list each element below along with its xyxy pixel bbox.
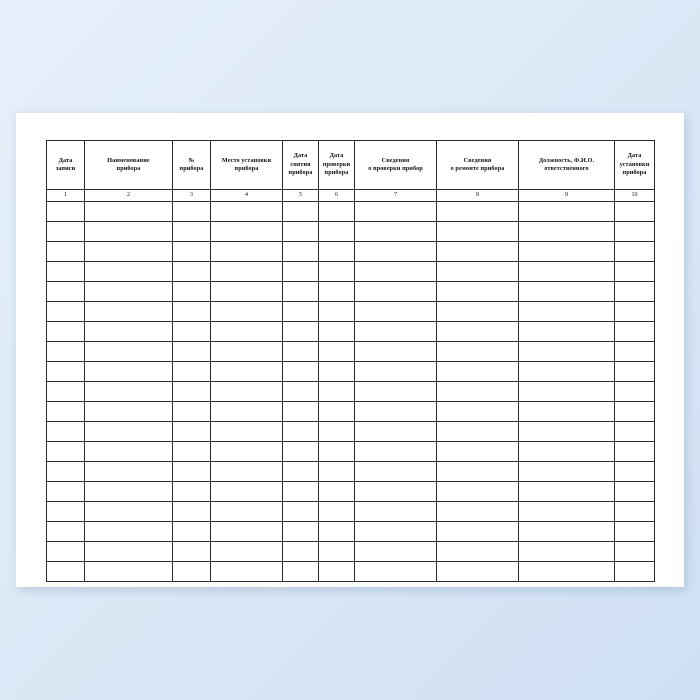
table-cell[interactable] [283, 402, 319, 422]
column-number-cell: 8 [437, 190, 519, 202]
table-cell[interactable] [615, 562, 655, 582]
table-cell[interactable] [319, 322, 355, 342]
table-cell[interactable] [615, 302, 655, 322]
table-cell[interactable] [437, 422, 519, 442]
table-cell[interactable] [615, 522, 655, 542]
column-number-cell: 4 [211, 190, 283, 202]
table-cell[interactable] [211, 482, 283, 502]
table-cell[interactable] [319, 382, 355, 402]
table-cell[interactable] [85, 422, 173, 442]
table-cell[interactable] [211, 462, 283, 482]
table-cell[interactable] [319, 482, 355, 502]
table-cell[interactable] [47, 542, 85, 562]
table-cell[interactable] [283, 202, 319, 222]
column-header-removal-date: Дата снятия прибора [283, 141, 319, 190]
table-cell[interactable] [47, 562, 85, 582]
table-cell[interactable] [85, 562, 173, 582]
column-number-cell: 6 [319, 190, 355, 202]
column-number-row [47, 190, 655, 202]
table-cell[interactable] [85, 442, 173, 462]
table-cell[interactable] [615, 502, 655, 522]
table-cell[interactable] [173, 542, 211, 562]
table-cell[interactable] [173, 502, 211, 522]
table-cell[interactable] [319, 242, 355, 262]
table-cell[interactable] [319, 522, 355, 542]
table-cell[interactable] [211, 302, 283, 322]
table-cell[interactable] [519, 322, 615, 342]
table-cell[interactable] [615, 482, 655, 502]
table-cell[interactable] [173, 362, 211, 382]
table-cell[interactable] [283, 362, 319, 382]
table-cell[interactable] [437, 242, 519, 262]
table-cell[interactable] [173, 262, 211, 282]
column-header-check-info: Сведения о проверки прибор [355, 141, 437, 190]
table-cell[interactable] [519, 482, 615, 502]
table-cell[interactable] [519, 522, 615, 542]
table-cell[interactable] [283, 302, 319, 322]
table-cell[interactable] [283, 222, 319, 242]
table-cell[interactable] [615, 322, 655, 342]
table-cell[interactable] [615, 382, 655, 402]
header-row [47, 141, 655, 190]
table-cell[interactable] [211, 422, 283, 442]
table-cell[interactable] [519, 222, 615, 242]
table-row[interactable] [47, 302, 655, 322]
table-cell[interactable] [319, 502, 355, 522]
table-cell[interactable] [519, 262, 615, 282]
column-number-cell: 3 [173, 190, 211, 202]
table-cell[interactable] [437, 462, 519, 482]
table-cell[interactable] [437, 542, 519, 562]
table-cell[interactable] [437, 382, 519, 402]
table-cell[interactable] [47, 522, 85, 542]
table-row[interactable] [47, 322, 655, 342]
table-cell[interactable] [283, 282, 319, 302]
table-cell[interactable] [319, 362, 355, 382]
table-cell[interactable] [519, 282, 615, 302]
table-row[interactable] [47, 402, 655, 422]
table-row[interactable] [47, 562, 655, 582]
column-number-cell: 1 [47, 190, 85, 202]
table-cell[interactable] [85, 342, 173, 362]
table-cell[interactable] [85, 482, 173, 502]
table-cell[interactable] [437, 442, 519, 462]
table-cell[interactable] [615, 242, 655, 262]
table-row[interactable] [47, 242, 655, 262]
table-cell[interactable] [211, 242, 283, 262]
table-cell[interactable] [173, 302, 211, 322]
table-cell[interactable] [47, 322, 85, 342]
table-cell[interactable] [355, 442, 437, 462]
table-cell[interactable] [615, 442, 655, 462]
table-cell[interactable] [355, 542, 437, 562]
table-cell[interactable] [355, 322, 437, 342]
table-cell[interactable] [211, 222, 283, 242]
table-cell[interactable] [47, 202, 85, 222]
table-cell[interactable] [319, 342, 355, 362]
table-cell[interactable] [47, 282, 85, 302]
table-cell[interactable] [319, 402, 355, 422]
table-cell[interactable] [615, 202, 655, 222]
table-cell[interactable] [355, 302, 437, 322]
document-page [16, 113, 684, 587]
table-row[interactable] [47, 522, 655, 542]
column-number-cell: 7 [355, 190, 437, 202]
table-cell[interactable] [519, 542, 615, 562]
table-cell[interactable] [615, 222, 655, 242]
table-cell[interactable] [211, 402, 283, 422]
table-cell[interactable] [85, 382, 173, 402]
table-cell[interactable] [283, 562, 319, 582]
table-cell[interactable] [211, 322, 283, 342]
table-cell[interactable] [519, 202, 615, 222]
table-cell[interactable] [437, 262, 519, 282]
table-cell[interactable] [519, 302, 615, 322]
table-cell[interactable] [283, 242, 319, 262]
table-cell[interactable] [85, 522, 173, 542]
table-cell[interactable] [283, 262, 319, 282]
table-cell[interactable] [173, 382, 211, 402]
table-cell[interactable] [437, 342, 519, 362]
table-cell[interactable] [355, 562, 437, 582]
table-cell[interactable] [173, 402, 211, 422]
table-cell[interactable] [173, 562, 211, 582]
table-row[interactable] [47, 422, 655, 442]
table-cell[interactable] [85, 502, 173, 522]
table-cell[interactable] [211, 542, 283, 562]
table-cell[interactable] [47, 502, 85, 522]
table-cell[interactable] [211, 202, 283, 222]
table-cell[interactable] [519, 342, 615, 362]
table-cell[interactable] [355, 362, 437, 382]
table-cell[interactable] [519, 382, 615, 402]
table-cell[interactable] [437, 402, 519, 422]
table-cell[interactable] [615, 282, 655, 302]
column-header-date-of-record: Дата записи [47, 141, 85, 190]
table-cell[interactable] [173, 462, 211, 482]
table-cell[interactable] [173, 522, 211, 542]
table-cell[interactable] [173, 422, 211, 442]
table-cell[interactable] [437, 302, 519, 322]
table-cell[interactable] [47, 382, 85, 402]
table-row[interactable] [47, 262, 655, 282]
table-cell[interactable] [615, 262, 655, 282]
table-cell[interactable] [437, 522, 519, 542]
table-cell[interactable] [211, 362, 283, 382]
table-cell[interactable] [519, 502, 615, 522]
table-cell[interactable] [211, 442, 283, 462]
table-cell[interactable] [85, 242, 173, 262]
table-cell[interactable] [355, 462, 437, 482]
table-cell[interactable] [355, 262, 437, 282]
table-cell[interactable] [173, 482, 211, 502]
table-cell[interactable] [173, 202, 211, 222]
table-cell[interactable] [355, 342, 437, 362]
table-cell[interactable] [211, 282, 283, 302]
table-cell[interactable] [319, 422, 355, 442]
table-cell[interactable] [319, 222, 355, 242]
column-header-install-date: Дата установки прибора [615, 141, 655, 190]
table-cell[interactable] [319, 262, 355, 282]
table-cell[interactable] [47, 442, 85, 462]
column-header-device-name: Наименование прибора [85, 141, 173, 190]
table-cell[interactable] [615, 342, 655, 362]
table-cell[interactable] [283, 382, 319, 402]
table-cell[interactable] [355, 242, 437, 262]
table-cell[interactable] [283, 522, 319, 542]
table-cell[interactable] [173, 242, 211, 262]
table-cell[interactable] [319, 542, 355, 562]
table-row[interactable] [47, 542, 655, 562]
table-cell[interactable] [85, 322, 173, 342]
table-cell[interactable] [355, 382, 437, 402]
table-cell[interactable] [47, 242, 85, 262]
table-cell[interactable] [615, 422, 655, 442]
table-cell[interactable] [283, 342, 319, 362]
table-cell[interactable] [355, 482, 437, 502]
table-cell[interactable] [85, 282, 173, 302]
table-cell[interactable] [319, 442, 355, 462]
table-cell[interactable] [85, 542, 173, 562]
table-cell[interactable] [615, 542, 655, 562]
table-cell[interactable] [355, 502, 437, 522]
column-number-cell: 10 [615, 190, 655, 202]
table-cell[interactable] [173, 322, 211, 342]
table-cell[interactable] [173, 442, 211, 462]
table-cell[interactable] [519, 422, 615, 442]
table-cell[interactable] [211, 262, 283, 282]
table-cell[interactable] [437, 202, 519, 222]
table-cell[interactable] [615, 402, 655, 422]
table-cell[interactable] [355, 422, 437, 442]
table-row[interactable] [47, 442, 655, 462]
table-cell[interactable] [47, 462, 85, 482]
table-cell[interactable] [85, 302, 173, 322]
journal-table-container [46, 140, 654, 582]
table-cell[interactable] [85, 262, 173, 282]
table-cell[interactable] [85, 402, 173, 422]
table-cell[interactable] [85, 202, 173, 222]
table-cell[interactable] [437, 562, 519, 582]
table-header [47, 141, 655, 202]
table-cell[interactable] [211, 562, 283, 582]
column-header-check-date: Дата проверки прибора [319, 141, 355, 190]
table-cell[interactable] [283, 322, 319, 342]
column-number-cell: 2 [85, 190, 173, 202]
column-header-repair-info: Сведения о ремонте прибора [437, 141, 519, 190]
table-cell[interactable] [283, 502, 319, 522]
table-cell[interactable] [211, 502, 283, 522]
table-cell[interactable] [283, 482, 319, 502]
table-cell[interactable] [319, 562, 355, 582]
table-cell[interactable] [47, 422, 85, 442]
table-row[interactable] [47, 382, 655, 402]
table-cell[interactable] [47, 262, 85, 282]
table-cell[interactable] [519, 362, 615, 382]
table-cell[interactable] [173, 282, 211, 302]
table-cell[interactable] [47, 222, 85, 242]
column-header-device-number: № прибора [173, 141, 211, 190]
table-cell[interactable] [437, 282, 519, 302]
table-cell[interactable] [437, 222, 519, 242]
table-cell[interactable] [47, 342, 85, 362]
table-cell[interactable] [437, 482, 519, 502]
table-row[interactable] [47, 202, 655, 222]
column-header-responsible-person: Должность, Ф.И.О. ответственного [519, 141, 615, 190]
table-cell[interactable] [85, 462, 173, 482]
column-header-install-location: Место установки прибора [211, 141, 283, 190]
table-cell[interactable] [283, 542, 319, 562]
table-cell[interactable] [319, 202, 355, 222]
table-row[interactable] [47, 362, 655, 382]
column-number-cell: 9 [519, 190, 615, 202]
table-row[interactable] [47, 222, 655, 242]
table-cell[interactable] [519, 562, 615, 582]
table-cell[interactable] [283, 442, 319, 462]
table-cell[interactable] [519, 402, 615, 422]
table-cell[interactable] [355, 522, 437, 542]
table-cell[interactable] [173, 222, 211, 242]
table-cell[interactable] [283, 422, 319, 442]
table-cell[interactable] [519, 442, 615, 462]
table-row[interactable] [47, 462, 655, 482]
table-cell[interactable] [519, 242, 615, 262]
table-cell[interactable] [437, 322, 519, 342]
table-row[interactable] [47, 342, 655, 362]
table-body [47, 202, 655, 582]
table-cell[interactable] [319, 282, 355, 302]
table-cell[interactable] [319, 462, 355, 482]
table-cell[interactable] [85, 362, 173, 382]
table-cell[interactable] [519, 462, 615, 482]
table-row[interactable] [47, 482, 655, 502]
table-cell[interactable] [355, 202, 437, 222]
column-number-cell: 5 [283, 190, 319, 202]
table-cell[interactable] [211, 522, 283, 542]
journal-table [46, 140, 655, 582]
table-cell[interactable] [437, 502, 519, 522]
table-cell[interactable] [47, 402, 85, 422]
table-cell[interactable] [173, 342, 211, 362]
table-row[interactable] [47, 282, 655, 302]
table-cell[interactable] [615, 462, 655, 482]
table-cell[interactable] [355, 402, 437, 422]
table-cell[interactable] [47, 302, 85, 322]
table-cell[interactable] [437, 362, 519, 382]
table-cell[interactable] [355, 222, 437, 242]
table-cell[interactable] [211, 342, 283, 362]
table-cell[interactable] [355, 282, 437, 302]
table-cell[interactable] [615, 362, 655, 382]
table-cell[interactable] [85, 222, 173, 242]
table-row[interactable] [47, 502, 655, 522]
table-cell[interactable] [211, 382, 283, 402]
table-cell[interactable] [47, 482, 85, 502]
table-cell[interactable] [47, 362, 85, 382]
table-cell[interactable] [283, 462, 319, 482]
table-cell[interactable] [319, 302, 355, 322]
